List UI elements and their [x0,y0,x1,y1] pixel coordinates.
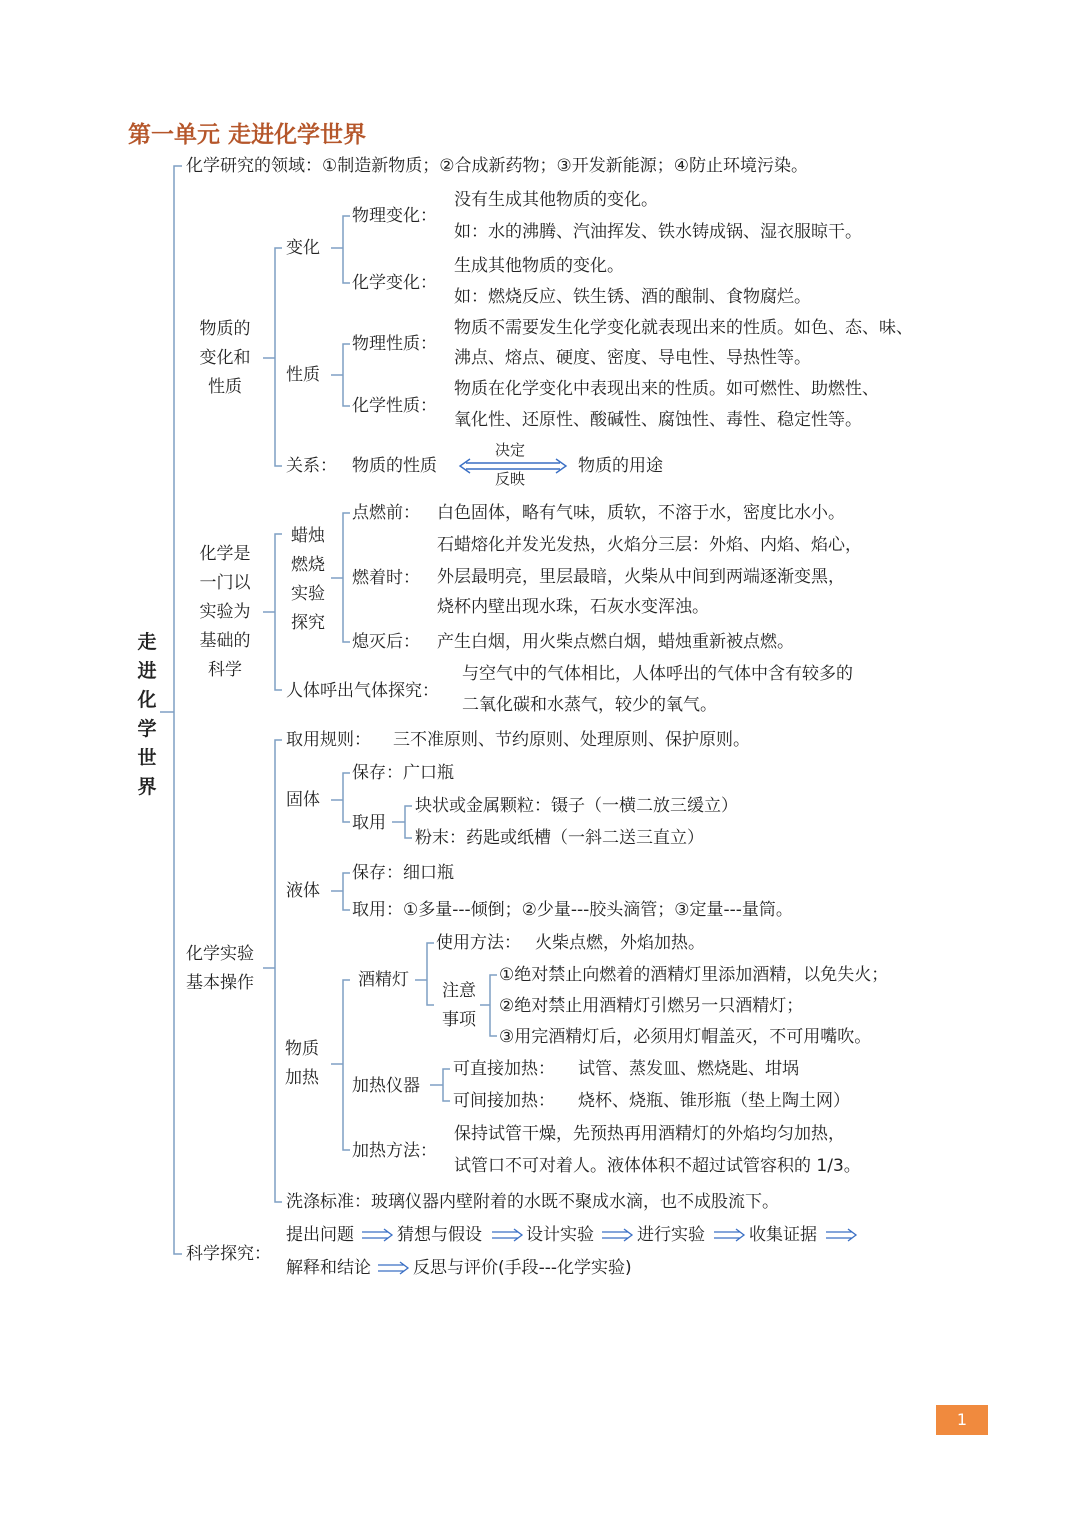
step-7: 反思与评价(手段---化学实验) [413,1258,632,1278]
method-line1: 保持试管干燥，先预热再用酒精灯的外焰均匀加热， [454,1124,845,1144]
step-1: 提出问题 [286,1225,354,1245]
sec2-label: 化学是一门以实验为基础的科学 [199,544,251,680]
chem-change-def: 生成其他物质的变化。 [454,256,624,276]
page-title: 第一单元 走进化学世界 [128,122,367,148]
candle-label: 蜡烛燃烧实验探究 [291,526,325,633]
phys-change-example: 如：水的沸腾、汽油挥发、铁水铸成锅、湿衣服晾干。 [454,222,862,242]
step-2: 猜想与假设 [397,1225,482,1245]
chem-change-label: 化学变化： [352,273,437,293]
before-text: 白色固体，略有气味，质软，不溶于水，密度比水小。 [437,503,845,523]
solid-take-label: 取用 [352,813,386,833]
property-label: 性质 [286,365,320,385]
solid-take-powder: 粉末：药匙或纸槽（一斜二送三直立） [415,828,704,848]
during-line3: 烧杯内壁出现水珠，石灰水变浑浊。 [437,597,709,617]
direct-text: 试管、蒸发皿、燃烧匙、坩埚 [578,1059,799,1079]
phys-prop-line2: 沸点、熔点、硬度、密度、导电性、导热性等。 [454,348,811,368]
instrument-label: 加热仪器 [352,1076,420,1096]
root-node: 走进化学世界 [137,631,157,798]
solid-label: 固体 [286,790,320,810]
phys-prop-label: 物理性质： [352,334,437,354]
research-fields: 化学研究的领域：①制造新物质；②合成新药物；③开发新能源；④防止环境污染。 [186,156,808,176]
liquid-label: 液体 [286,881,320,901]
liquid-take: 取用：①多量---倾倒；②少量---胶头滴管；③定量---量筒。 [352,900,793,920]
phys-change-label: 物理变化： [352,206,437,226]
before-label: 点燃前： [352,503,420,523]
step-5: 收集证据 [749,1225,817,1245]
during-label: 燃着时： [352,568,420,588]
breath-line1: 与空气中的气体相比，人体呼出的气体中含有较多的 [462,664,853,684]
step-6: 解释和结论 [286,1258,371,1278]
method-label: 加热方法： [352,1141,437,1161]
sec4-label: 科学探究： [186,1244,271,1264]
during-line1: 石蜡熔化并发光发热，火焰分三层：外焰、内焰、焰心， [437,535,862,555]
method-line2: 试管口不可对着人。液体体积不超过试管容积的 1/3。 [454,1156,861,1176]
chem-prop-line1: 物质在化学变化中表现出来的性质。如可燃性、助燃性、 [454,379,879,399]
sec1-label: 物质的变化和性质 [199,319,251,397]
chem-change-example: 如：燃烧反应、铁生锈、酒的酿制、食物腐烂。 [454,287,811,307]
relation-top-word: 决定 [495,441,526,459]
page-number-badge: 1 [936,1405,988,1435]
note-1: ①绝对禁止向燃着的酒精灯里添加酒精，以免失火； [499,965,889,985]
sec3-label: 化学实验基本操作 [186,944,254,993]
wash-standard: 洗涤标准：玻璃仪器内壁附着的水既不聚成水滴，也不成股流下。 [286,1192,779,1212]
step-4: 进行实验 [637,1225,705,1245]
phys-prop-line1: 物质不需要发生化学变化就表现出来的性质。如色、态、味、 [454,318,913,338]
breath-label: 人体呼出气体探究： [286,681,439,701]
heat-label: 物质加热 [285,1039,319,1088]
note-label: 注意事项 [442,981,476,1030]
relation-right: 物质的用途 [578,456,663,476]
direct-label: 可直接加热： [453,1059,555,1079]
rules-label: 取用规则： [286,730,371,750]
liquid-store: 保存：细口瓶 [352,863,454,883]
note-2: ②绝对禁止用酒精灯引燃另一只酒精灯； [499,996,804,1016]
phys-change-def: 没有生成其他物质的变化。 [454,190,658,210]
relation-bottom-word: 反映 [495,470,526,488]
chem-prop-line2: 氧化性、还原性、酸碱性、腐蚀性、毒性、稳定性等。 [454,410,862,430]
usage-label: 使用方法： [436,933,521,953]
note-3: ③用完酒精灯后，必须用灯帽盖灭，不可用嘴吹。 [499,1027,872,1047]
after-label: 熄灭后： [352,632,420,652]
relation-left: 物质的性质 [352,456,437,476]
solid-store: 保存：广口瓶 [352,763,454,783]
relation-label: 关系： [286,456,337,476]
rules-text: 三不准原则、节约原则、处理原则、保护原则。 [393,730,750,750]
chem-prop-label: 化学性质： [352,396,437,416]
solid-take-granule: 块状或金属颗粒：镊子（一横二放三缓立） [415,796,738,816]
usage-text: 火柴点燃，外焰加热。 [535,933,705,953]
change-label: 变化 [286,238,320,258]
indirect-label: 可间接加热： [453,1091,555,1111]
lamp-label: 酒精灯 [358,970,409,990]
indirect-text: 烧杯、烧瓶、锥形瓶（垫上陶土网） [578,1091,850,1111]
breath-line2: 二氧化碳和水蒸气，较少的氧气。 [462,695,717,715]
step-3: 设计实验 [526,1225,594,1245]
during-line2: 外层最明亮，里层最暗，火柴从中间到两端逐渐变黑， [437,567,845,587]
after-text: 产生白烟，用火柴点燃白烟，蜡烛重新被点燃。 [437,632,794,652]
